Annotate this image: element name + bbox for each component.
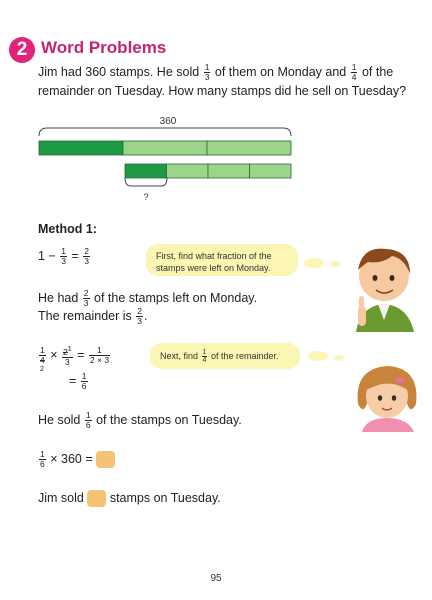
equals-sign: = [77, 348, 85, 363]
question-bracket [125, 178, 167, 186]
total-label: 360 [159, 116, 177, 127]
fraction: $\frac{1}{4}$ [202, 349, 207, 364]
step-1-lhs: 1 − [38, 248, 56, 263]
answer-box[interactable] [87, 490, 106, 507]
bar-model-diagram [30, 112, 310, 212]
thought-dot [330, 261, 340, 267]
fraction: $\frac{1}{6}$ [40, 449, 45, 469]
question-label: ? [143, 192, 149, 202]
problem-text: of the [361, 64, 394, 79]
fraction: $\frac{1}{4}$ [40, 345, 45, 366]
fraction-left-sentence: He had $\frac{2}{3}$ of the stamps left on Monday. [38, 288, 258, 308]
thought-dot [304, 258, 324, 268]
final-answer-sentence: Jim sold stamps on Tuesday. [38, 490, 221, 507]
fraction: $\frac{1}{2 \times 3}$ [89, 345, 110, 366]
problem-text: of them on Monday and [214, 64, 347, 79]
bottom-bar [125, 164, 291, 178]
section-title: Word Problems [41, 38, 167, 57]
answer-box[interactable] [96, 451, 115, 468]
fraction: $\frac{2^1}{3}$ [63, 346, 72, 367]
total-bracket [39, 128, 291, 136]
top-bar-segment [39, 141, 123, 155]
fraction: $\frac{1}{3}$ [204, 62, 210, 82]
fraction: $\frac{1}{4}$ [351, 62, 357, 82]
bottom-bar-segment [125, 164, 167, 178]
fraction: $\frac{2}{3}$ [83, 288, 89, 308]
equals-sign: = [71, 248, 79, 263]
cancelled-denominator: 2 [40, 366, 44, 373]
fraction: $\frac{2}{3}$ [137, 306, 143, 326]
section-number-badge: 2 [9, 37, 35, 63]
method-title: Method 1: [38, 222, 98, 236]
calculation-line-2 [69, 372, 89, 391]
problem-line-2: remainder on Tuesday. How many stamps did he sell on Tuesday? [38, 84, 407, 98]
boy-illustration [348, 240, 420, 332]
top-bar-segment [123, 141, 207, 155]
problem-text: Jim had 360 stamps. He sold [38, 64, 200, 79]
top-bar [39, 141, 291, 155]
step-1-equation [38, 247, 91, 266]
thought-dot [308, 351, 328, 361]
bottom-bar-segment [250, 164, 292, 178]
times-sign: × [50, 348, 58, 363]
girl-illustration [352, 360, 422, 432]
speech-bubble-1: First, find what fraction of the stamps were left on Monday. [146, 244, 298, 276]
fraction: $\frac{1}{6}$ [85, 410, 91, 430]
equals-sign: = [69, 373, 77, 388]
bottom-bar-segment [208, 164, 250, 178]
top-bar-segment [207, 141, 291, 155]
thought-dot [334, 355, 344, 361]
page-number: 95 [210, 573, 222, 584]
multiplication-equation: $\frac{1}{6}$ × 360 = [38, 450, 115, 469]
speech-bubble-2: Next, find $\frac{1}{4}$ of the remainder. [150, 343, 300, 369]
sold-fraction-sentence: He sold $\frac{1}{6}$ of the stamps on Tuesday. [38, 410, 242, 430]
remainder-sentence: The remainder is $\frac{2}{3}$ . [38, 306, 148, 326]
fraction: $\frac{1}{3}$ [61, 246, 66, 266]
fraction: $\frac{2}{3}$ [84, 246, 89, 266]
calculation-line-1 [38, 345, 111, 367]
bottom-bar-segment [167, 164, 209, 178]
fraction: $\frac{1}{6}$ [81, 371, 87, 391]
problem-line-1 [38, 63, 393, 82]
